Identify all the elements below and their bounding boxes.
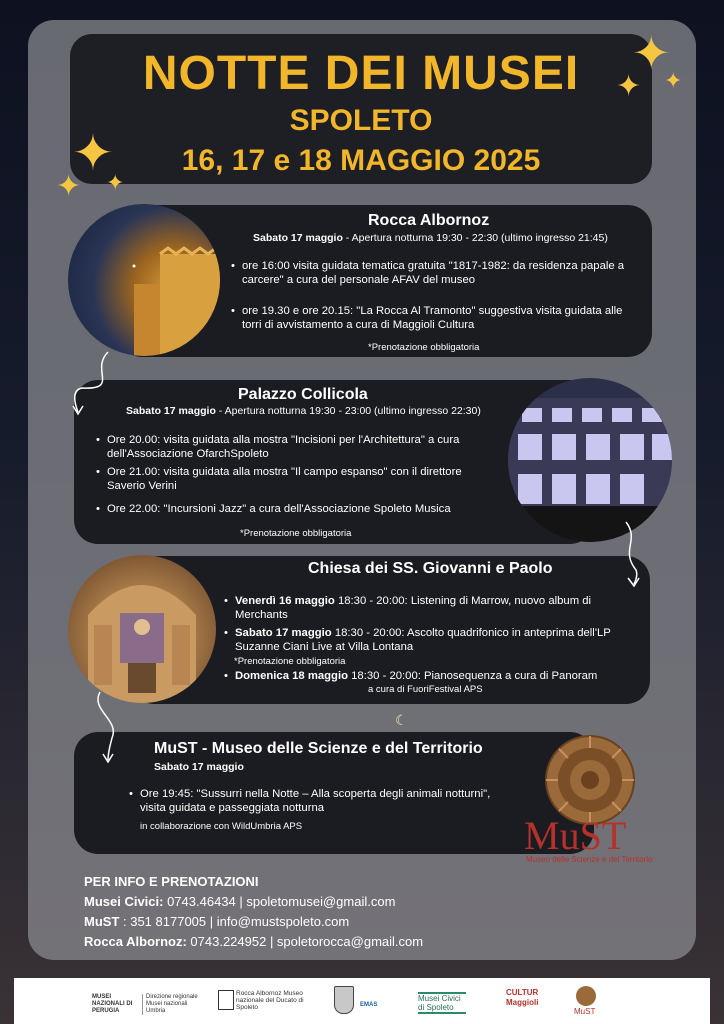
list-item: • ore 16:00 visita guidata tematica gratuita "1817-1982: da residenza papale a carcere" a cura del personale AFAV del museo	[242, 259, 642, 287]
logo-musei-civici: Musei Civici di Spoleto	[418, 992, 466, 1014]
chiesa-title: Chiesa dei SS. Giovanni e Paolo	[308, 560, 553, 577]
sparkle-icon: ✦	[56, 170, 82, 203]
moon-icon: ☾	[395, 712, 408, 728]
palazzo-photo	[508, 378, 672, 542]
info-contact: 0743.224952 | spoletorocca@gmail.com	[186, 934, 424, 949]
footer-logos	[14, 978, 710, 1024]
sparkle-icon: ✦	[616, 70, 642, 103]
sparkle-icon: ✦	[664, 68, 683, 93]
info-line	[84, 892, 423, 912]
must-logo	[524, 732, 668, 867]
chiesa-event: 18:30 - 20:00: Ascolto quadrifonico in anteprima dell'LP Suzanne Ciani Live at Villa Lontana	[235, 627, 611, 653]
fresco-icon	[68, 555, 216, 703]
must-day-text: Sabato 17 maggio	[154, 761, 244, 773]
chiesa-day: Venerdì 16 maggio	[235, 595, 335, 607]
chiesa-photo	[68, 555, 216, 703]
info-contact: 0743.46434 | spoletomusei@gmail.com	[163, 894, 396, 909]
castle-icon	[68, 204, 220, 356]
city-subtitle: SPOLETO	[289, 104, 433, 137]
logo-rocca-albornoz: Rocca Albornoz Museo nazionale del Ducato di Spoleto	[236, 990, 304, 1011]
info-label: Rocca Albornoz:	[84, 934, 187, 949]
info-heading: PER INFO E PRENOTAZIONI	[84, 874, 259, 889]
logo-emas: EMAS	[360, 1002, 378, 1008]
list-item: • Ore 19:45: "Sussurri nella Notte – Alla scoperta degli animali notturni", visita guidata e passeggiata notturna	[140, 787, 510, 815]
info-contact: : 351 8177005 | info@mustspoleto.com	[119, 914, 350, 929]
booking-note: *Prenotazione obbligatoria	[368, 342, 480, 353]
palazzo-hours	[126, 405, 481, 417]
building-icon	[508, 378, 672, 542]
must-day	[154, 761, 244, 773]
info-label: MuST	[84, 914, 120, 929]
info-line	[84, 912, 423, 932]
rocca-hours	[253, 232, 608, 244]
event-dates: 16, 17 e 18 MAGGIO 2025	[181, 144, 541, 177]
logo-must: MuST	[574, 1007, 596, 1016]
info-line	[84, 932, 423, 952]
title-box	[70, 34, 652, 184]
must-logo-subtitle: Museo delle Scienze e del Territorio	[526, 855, 653, 864]
list-item	[235, 669, 645, 683]
logo-musei-nazionali: MUSEI NAZIONALI DI PERUGIA	[92, 994, 133, 1014]
sparkle-icon: ✦	[106, 170, 125, 195]
rocca-title: Rocca Albornoz	[368, 212, 490, 229]
info-block	[84, 872, 423, 952]
list-item	[235, 594, 635, 622]
page-title: NOTTE DEI MUSEI	[142, 47, 580, 100]
connector-arrow-icon	[90, 690, 140, 770]
sparkle-icon: ✦	[72, 125, 114, 181]
logo-cultur-maggioli: CULTUR Maggioli	[506, 988, 539, 1007]
connector-arrow-icon	[600, 520, 650, 590]
chiesa-event: 18:30 - 20:00: Pianosequenza a cura di Panoram	[348, 670, 598, 682]
logo-direzione-regionale: Direzione regionale Musei nazionali Umbria	[142, 994, 198, 1015]
list-item: • Ore 20.00: visita guidata alla mostra "Incisioni per l'Architettura" a cura dell'Associazione OfarchSpoleto	[107, 433, 507, 461]
must-logo-text: MuST	[524, 813, 627, 858]
must-title: MuST - Museo delle Scienze e del Territorio	[154, 740, 483, 757]
organizer-note: a cura di FuoriFestival APS	[368, 684, 483, 695]
palazzo-title: Palazzo Collicola	[238, 386, 368, 403]
must-card	[74, 732, 594, 854]
crest-icon	[334, 986, 354, 1014]
list-item: • ore 19.30 e ore 20.15: "La Rocca Al Tramonto" suggestiva visita guidata alle torri di avvistamento a cura di Maggioli Cultura	[242, 304, 642, 332]
palazzo-hours-text: - Apertura notturna 19:30 - 23:00 (ultimo ingresso 22:30)	[215, 405, 481, 417]
must-footer-icon	[576, 986, 596, 1006]
booking-note: *Prenotazione obbligatoria	[234, 656, 346, 667]
rocca-photo	[68, 204, 220, 356]
chiesa-event: 18:30 - 20:00: Listening di Marrow, nuovo album di Merchants	[235, 595, 592, 621]
rocca-logo-icon	[218, 990, 234, 1010]
chiesa-day: Sabato 17 maggio	[235, 627, 332, 639]
list-item	[235, 626, 635, 654]
info-label: Musei Civici:	[84, 894, 164, 909]
list-item: • Ore 21.00: visita guidata alla mostra "Il campo espanso" con il direttore Saverio Verini	[107, 465, 487, 493]
booking-note: *Prenotazione obbligatoria	[240, 528, 352, 539]
rocca-day: Sabato 17 maggio	[253, 232, 343, 244]
rocca-hours-text: - Apertura notturna 19:30 - 22:30 (ultimo ingresso 21:45)	[342, 232, 608, 244]
connector-arrow-icon	[70, 350, 120, 420]
palazzo-day: Sabato 17 maggio	[126, 405, 216, 417]
collab-note: in collaborazione con WildUmbria APS	[140, 821, 303, 832]
sparkle-icon: ✦	[632, 27, 671, 79]
chiesa-day: Domenica 18 maggio	[235, 670, 349, 682]
list-item: • Ore 22.00: "Incursioni Jazz" a cura dell'Associazione Spoleto Musica	[107, 502, 507, 516]
